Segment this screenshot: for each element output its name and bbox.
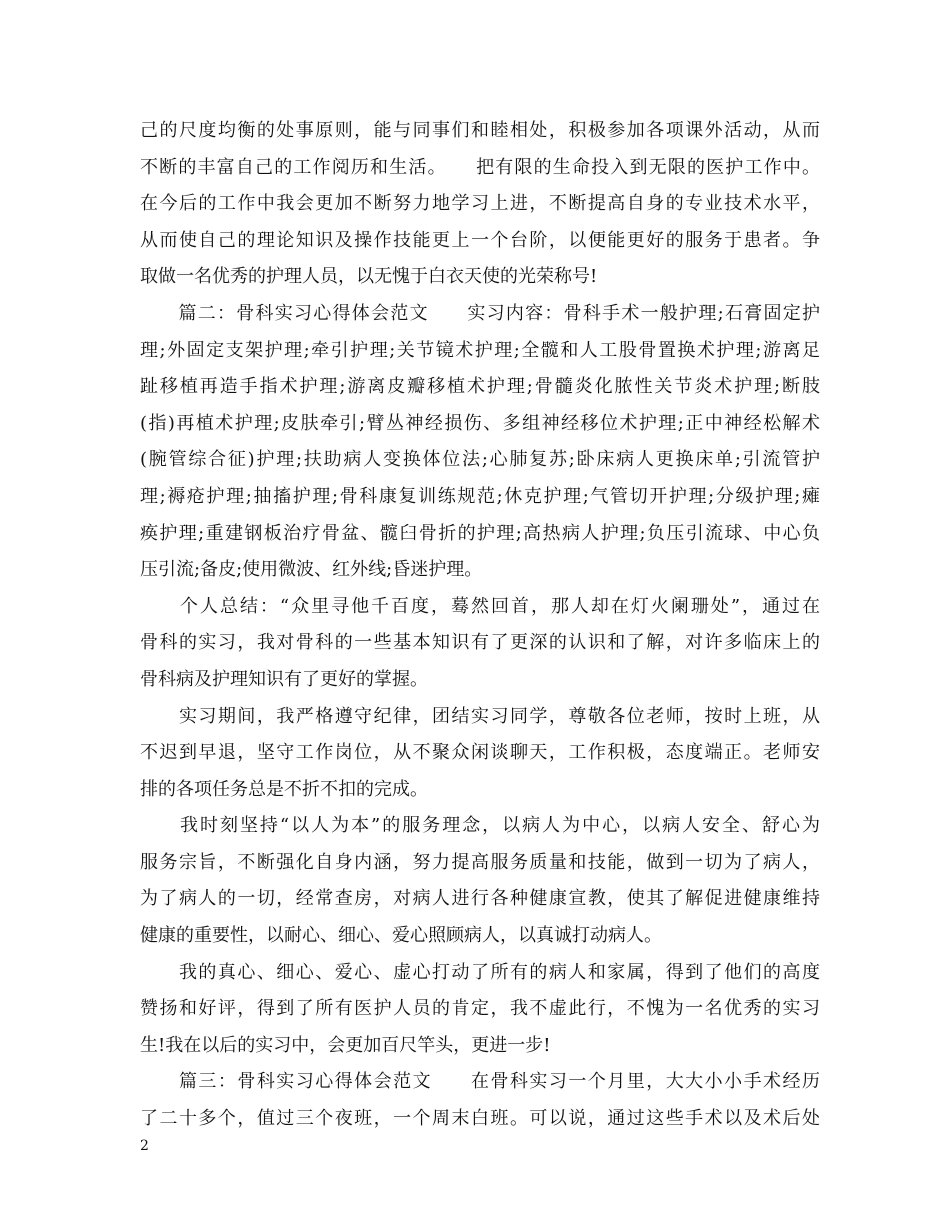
text-line: 骨科的实习，我对骨科的一些基本知识有了更深的认识和了解，对许多临床上的 — [140, 632, 820, 654]
text-line: 压引流;备皮;使用微波、红外线;昏迷护理。 — [140, 559, 483, 581]
text-line: 篇二：骨科实习心得体会范文 实习内容：骨科手术一般护理;石膏固定护 — [140, 302, 820, 324]
text-line: 痪护理;重建钢板治疗骨盆、髋臼骨折的护理;高热病人护理;负压引流球、中心负 — [140, 522, 820, 544]
text-line: 从而使自己的理论知识及操作技能更上一个台阶，以便能更好的服务于患者。争 — [140, 229, 820, 251]
text-line: 趾移植再造手指术护理;游离皮瓣移植术护理;骨髓炎化脓性关节炎术护理;断肢 — [140, 376, 820, 398]
text-line: 理;外固定支架护理;牵引护理;关节镜术护理;全髋和人工股骨置换术护理;游离足 — [140, 339, 820, 361]
body-text — [140, 113, 820, 1138]
text-line: 生!我在以后的实习中，会更加百尺竿头，更进一步! — [140, 1034, 551, 1056]
text-line: 理;褥疮护理;抽搐护理;骨科康复训练规范;休克护理;气管切开护理;分级护理;瘫 — [140, 485, 820, 507]
text-line: 我的真心、细心、爱心、虚心打动了所有的病人和家属，得到了他们的高度 — [140, 961, 820, 983]
text-line: (腕管综合征)护理;扶助病人变换体位法;心肺复苏;卧床病人更换床单;引流管护 — [140, 449, 820, 471]
page-number: 2 — [140, 1138, 149, 1154]
text-line: 实习期间，我严格遵守纪律，团结实习同学，尊敬各位老师，按时上班，从 — [140, 705, 820, 727]
text-line: 为了病人的一切，经常查房，对病人进行各种健康宣教，使其了解促进健康维持 — [140, 888, 820, 910]
text-line: 在今后的工作中我会更加不断努力地学习上进，不断提高自身的专业技术水平， — [140, 193, 820, 215]
text-line: 骨科病及护理知识有了更好的掌握。 — [140, 668, 428, 690]
text-line: 己的尺度均衡的处事原则，能与同事们和睦相处，积极参加各项课外活动，从而 — [140, 120, 820, 141]
text-line: 个人总结：“众里寻他千百度，蓦然回首，那人却在灯火阑珊处”，通过在 — [140, 595, 820, 617]
text-line: 赞扬和好评，得到了所有医护人员的肯定，我不虚此行，不愧为一名优秀的实习 — [140, 998, 820, 1020]
text-line: 服务宗旨，不断强化自身内涵，努力提高服务质量和技能，做到一切为了病人， — [140, 851, 820, 873]
text-line: 取做一名优秀的护理人员，以无愧于白衣天使的光荣称号! — [140, 266, 598, 288]
text-line: (指)再植术护理;皮肤牵引;臂丛神经损伤、多组神经移位术护理;正中神经松解术 — [140, 412, 820, 434]
text-line: 不断的丰富自己的工作阅历和生活。 把有限的生命投入到无限的医护工作中。 — [140, 156, 820, 178]
text-line: 了二十多个，值过三个夜班，一个周末白班。可以说，通过这些手术以及术后处 — [140, 1108, 820, 1130]
text-line: 我时刻坚持“以人为本”的服务理念，以病人为中心，以病人安全、舒心为 — [140, 815, 820, 837]
text-line: 健康的重要性，以耐心、细心、爱心照顾病人，以真诚打动病人。 — [140, 925, 662, 947]
text-line: 篇三：骨科实习心得体会范文 在骨科实习一个月里，大大小小手术经历 — [140, 1071, 820, 1093]
text-line: 排的各项任务总是不折不扣的完成。 — [140, 778, 428, 800]
text-line: 不迟到早退，坚守工作岗位，从不聚众闲谈聊天，工作积极，态度端正。老师安 — [140, 742, 820, 764]
